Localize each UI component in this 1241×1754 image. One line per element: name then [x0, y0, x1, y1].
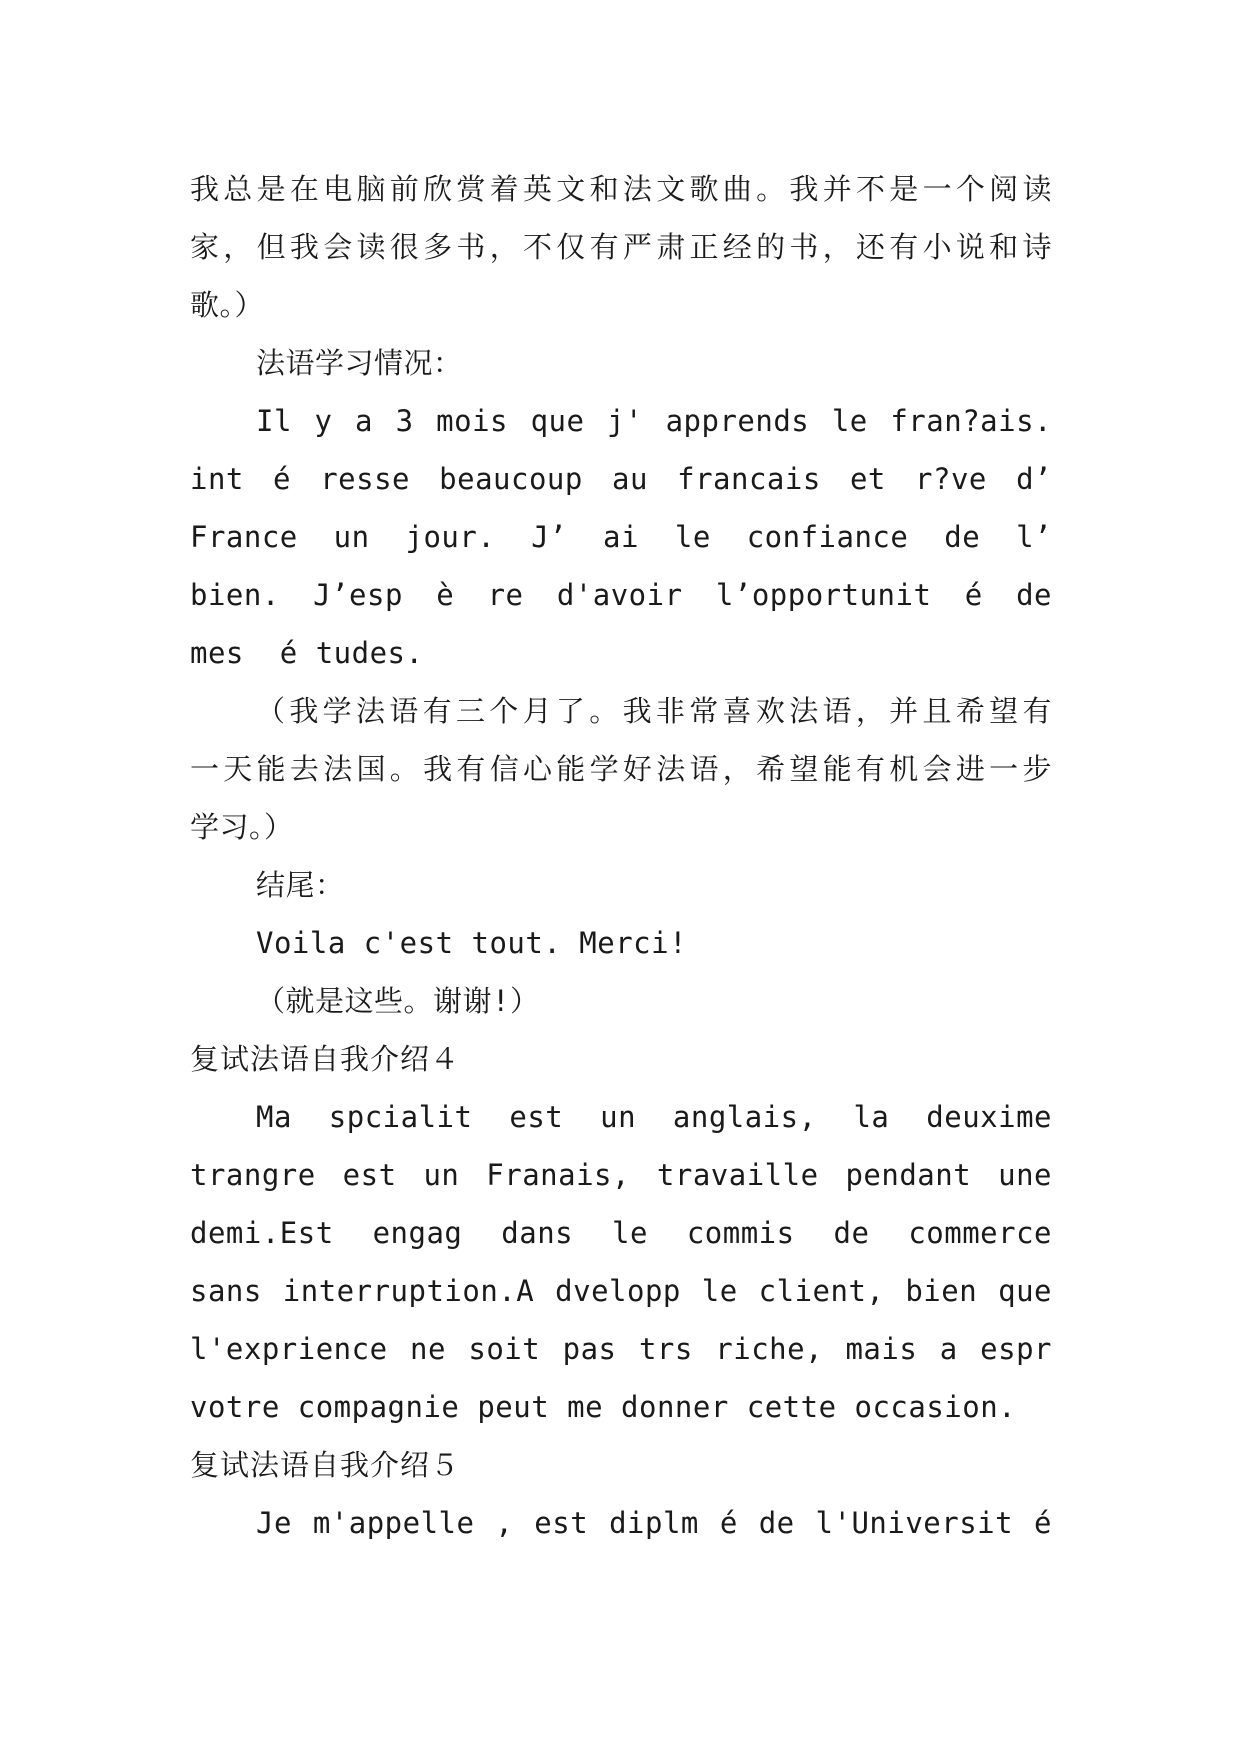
paragraph-line: Ma spcialit est un anglais, la deuxime [256, 1100, 1052, 1134]
paragraph-line: Je m'appelle , est diplm é de l'Universit é [256, 1506, 1052, 1540]
paragraph-line: （我学法语有三个月了。我非常喜欢法语，并且希望有 [256, 694, 1052, 728]
section-heading: 复试法语自我介绍５ [190, 1448, 461, 1482]
paragraph-line: votre compagnie peut me donner cette occasion. [190, 1390, 1017, 1424]
paragraph-line: 家，但我会读很多书，不仅有严肃正经的书，还有小说和诗 [190, 230, 1052, 264]
paragraph-line: 歌。） [190, 288, 265, 322]
section-label: 结尾： [256, 868, 345, 902]
paragraph-line: sans interruption.A dvelopp le client, bien que [190, 1274, 1052, 1308]
paragraph-line: int é resse beaucoup au francais et r?ve d’ [190, 462, 1052, 496]
paragraph-line: Il y a 3 mois que j' apprends le fran?ais. [256, 404, 1052, 438]
paragraph-line: l'exprience ne soit pas trs riche, mais a espr [190, 1332, 1052, 1366]
paragraph-line: Voila c'est tout. Merci! [256, 926, 688, 960]
paragraph-line: 学习。） [190, 810, 294, 844]
paragraph-line: 我总是在电脑前欣赏着英文和法文歌曲。我并不是一个阅读 [190, 172, 1052, 206]
paragraph-line: （就是这些。谢谢!） [256, 984, 540, 1018]
document-body [190, 160, 1052, 1552]
paragraph-line: mes é tudes. [190, 636, 424, 670]
paragraph-line: demi.Est engag dans le commis de commerce [190, 1216, 1052, 1250]
section-label: 法语学习情况： [256, 346, 463, 380]
paragraph-line: France un jour. J’ ai le confiance de l’ [190, 520, 1052, 554]
paragraph-line: 一天能去法国。我有信心能学好法语，希望能有机会进一步 [190, 752, 1052, 786]
paragraph-line: trangre est un Franais, travaille pendant une [190, 1158, 1052, 1192]
section-heading: 复试法语自我介绍４ [190, 1042, 461, 1076]
paragraph-line: bien. J’esp è re d'avoir l’opportunit é de [190, 578, 1052, 612]
